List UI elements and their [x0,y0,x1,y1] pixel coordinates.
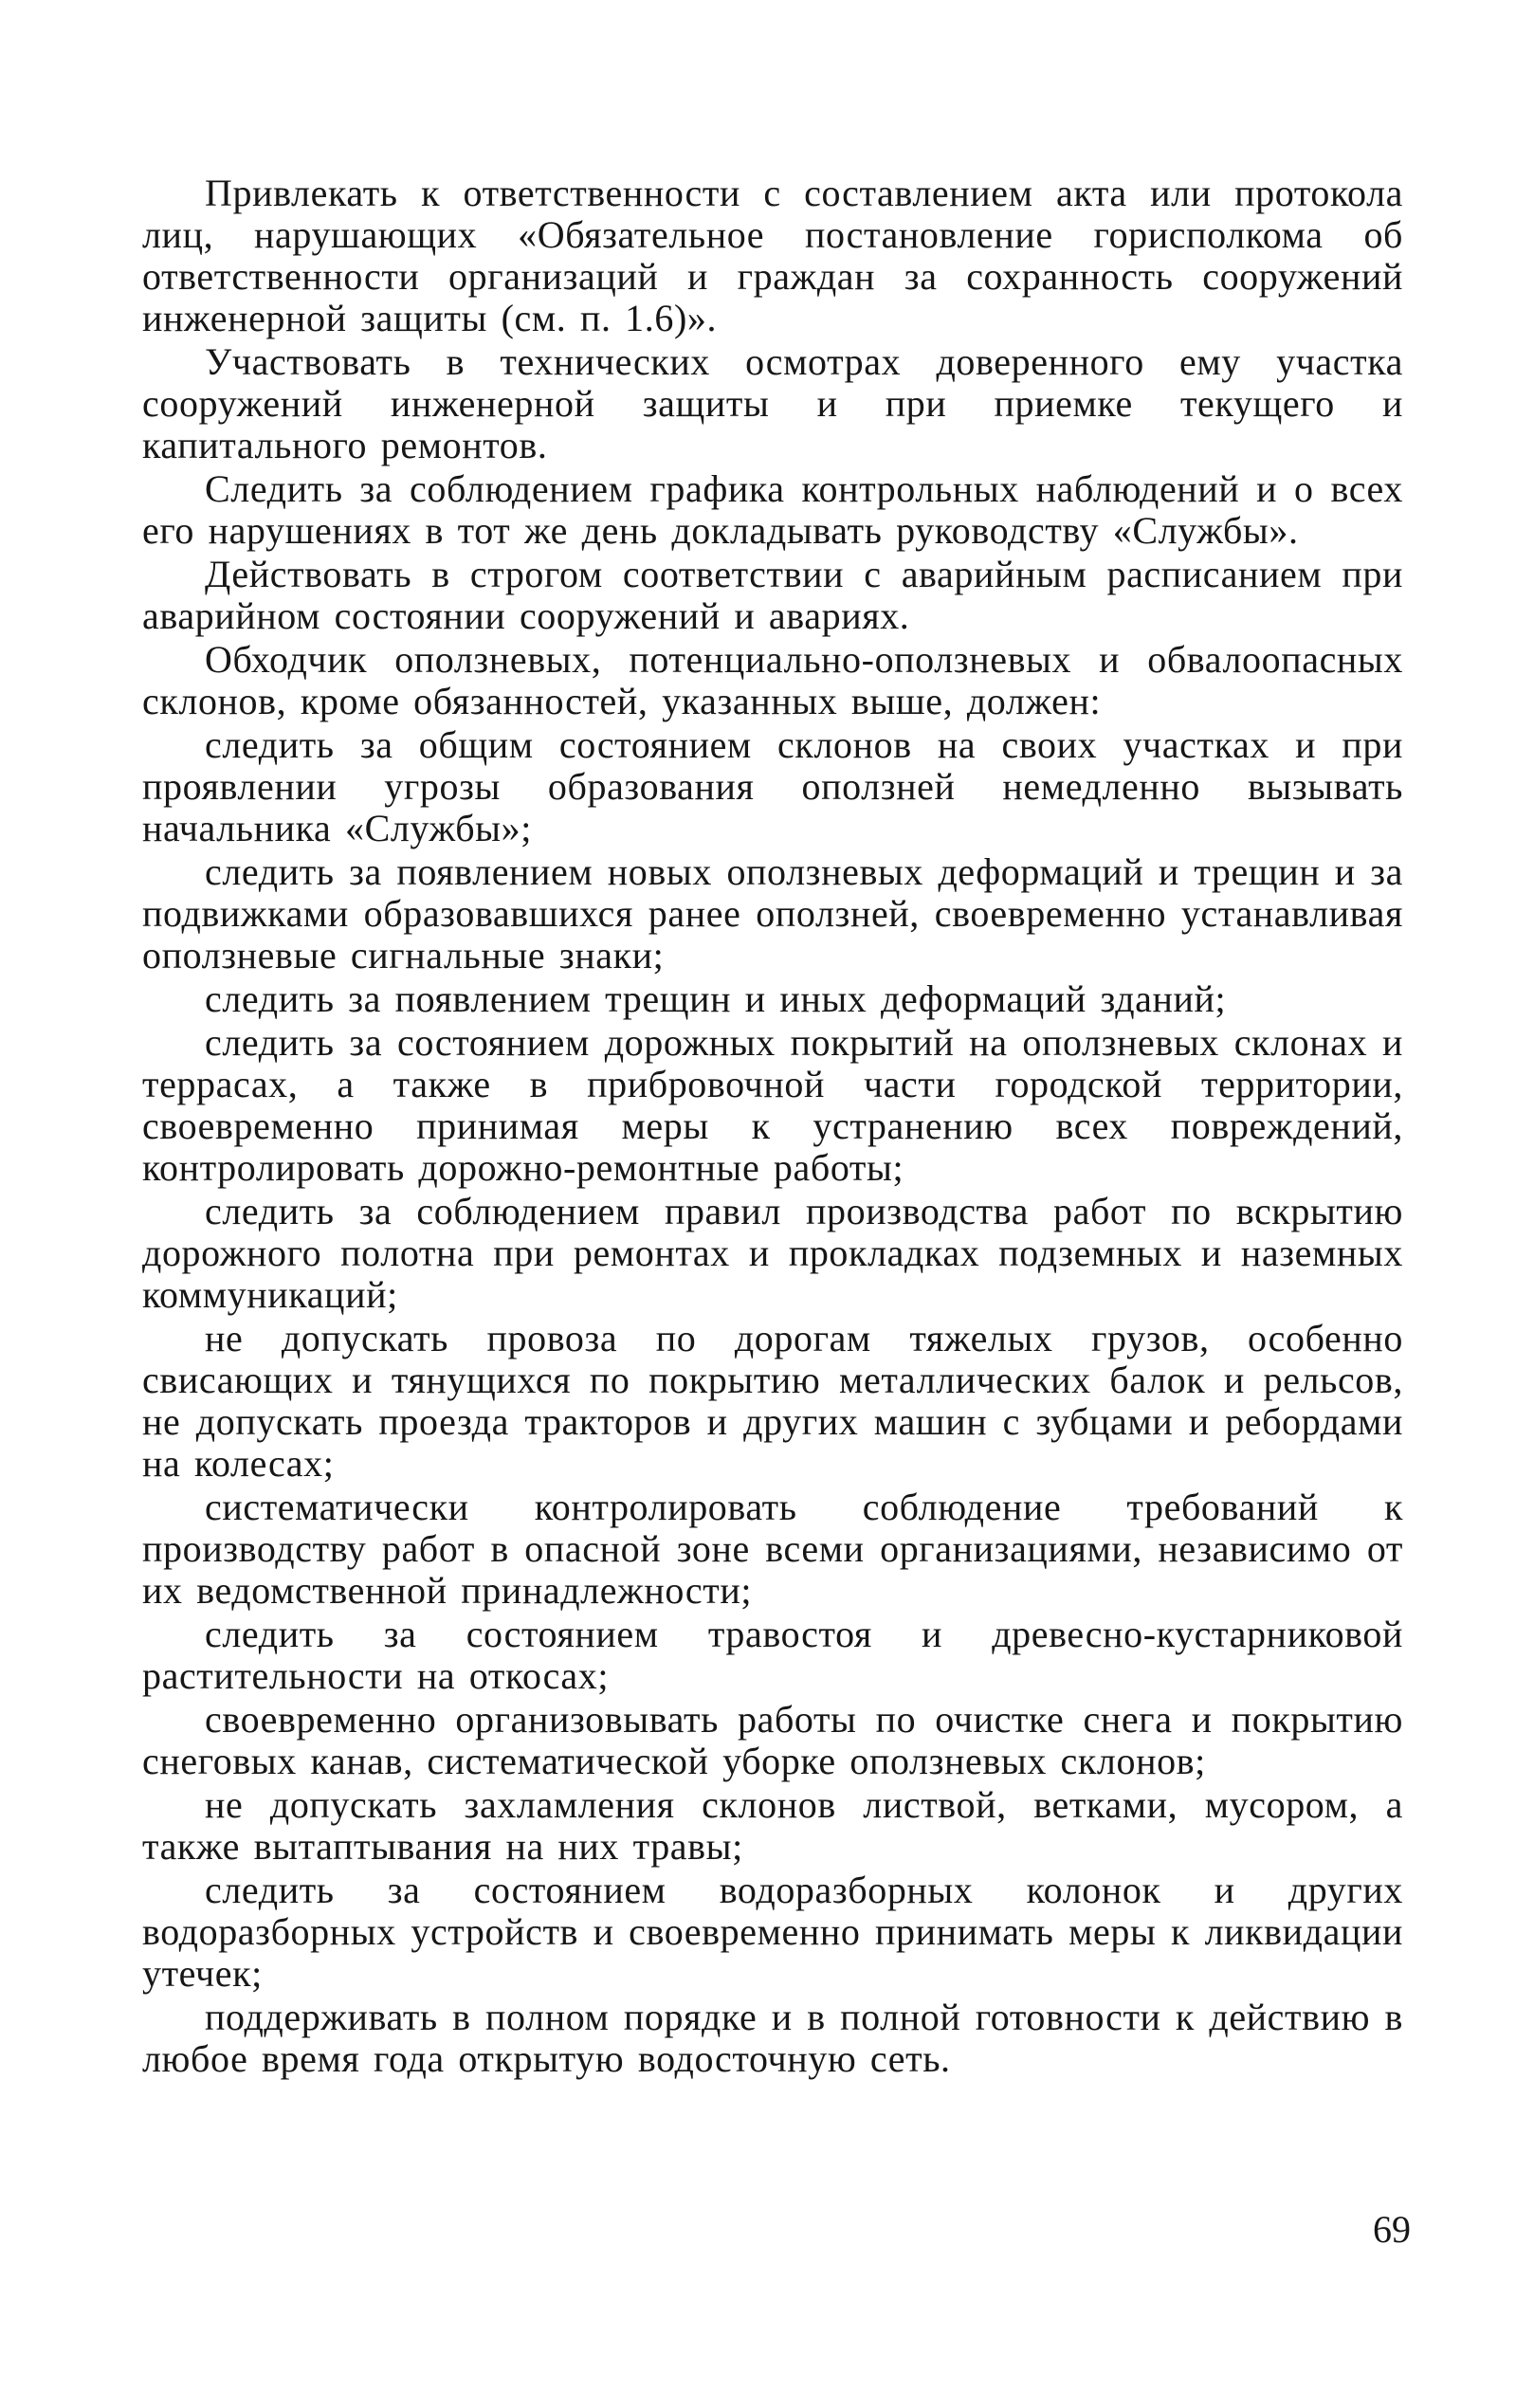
page-number: 69 [1373,2208,1411,2251]
paragraph-11: не допускать провоза по дорогам тяжелых грузов, особенно свисающих и тянущихся по покрытию металлических балок и рельсов, не допускать проезда тракторов и других машин с зубцами и ребордами на колесах; [142,1317,1403,1485]
paragraph-17: поддерживать в полном порядке и в полной готовности к действию в любое время года открытую водосточную сеть. [142,1996,1403,2080]
paragraph-4: Действовать в строгом соответствии с аварийным расписанием при аварийном состоянии сооружений и авариях. [142,553,1403,637]
paragraph-10: следить за соблюдением правил производства работ по вскрытию дорожного полотна при ремонтах и прокладках подземных и наземных коммуникаций; [142,1190,1403,1316]
paragraph-3: Следить за соблюдением графика контрольных наблюдений и о всех его нарушениях в тот же день докладывать руководству «Службы». [142,467,1403,552]
paragraph-6: следить за общим состоянием склонов на своих участках и при проявлении угрозы образования оползней немедленно вызывать начальника «Службы»; [142,723,1403,849]
text-column [142,173,1403,2082]
paragraph-12: систематически контролировать соблюдение требований к производству работ в опасной зоне всеми организациями, независимо от их ведомственной принадлежности; [142,1486,1403,1612]
paragraph-5: Обходчик оползневых, потенциально-оползневых и обвалоопасных склонов, кроме обязанностей, указанных выше, должен: [142,638,1403,722]
paragraph-13: следить за состоянием травостоя и древесно-кустарниковой растительности на откосах; [142,1613,1403,1697]
paragraph-16: следить за состоянием водоразборных колонок и других водоразборных устройств и своевременно принимать меры к ликвидации утечек; [142,1869,1403,1995]
paragraph-1: Привлекать к ответственности с составлением акта или протокола лиц, нарушающих «Обязательное постановление горисполкома об ответственности организаций и граждан за сохранность сооружений инженерной защиты (см. п. 1.6)». [142,172,1403,339]
paragraph-7: следить за появлением новых оползневых деформаций и трещин и за подвижками образовавшихся ранее оползней, своевременно устанавливая оползневые сигнальные знаки; [142,850,1403,976]
paragraph-9: следить за состоянием дорожных покрытий на оползневых склонах и террасах, а также в прибровочной части городской территории, своевременно принимая меры к устранению всех повреждений, контролировать дорожно-ремонтные работы; [142,1021,1403,1189]
paragraph-15: не допускать захламления склонов листвой, ветками, мусором, а также вытаптывания на них травы; [142,1783,1403,1868]
paragraph-8: следить за появлением трещин и иных деформаций зданий; [205,977,1227,1020]
paragraph-2: Участвовать в технических осмотрах доверенного ему участка сооружений инженерной защиты и при приемке текущего и капитального ремонтов. [142,340,1403,466]
paragraph-14: своевременно организовывать работы по очистке снега и покрытию снеговых канав, систематической уборке оползневых склонов; [142,1698,1403,1782]
